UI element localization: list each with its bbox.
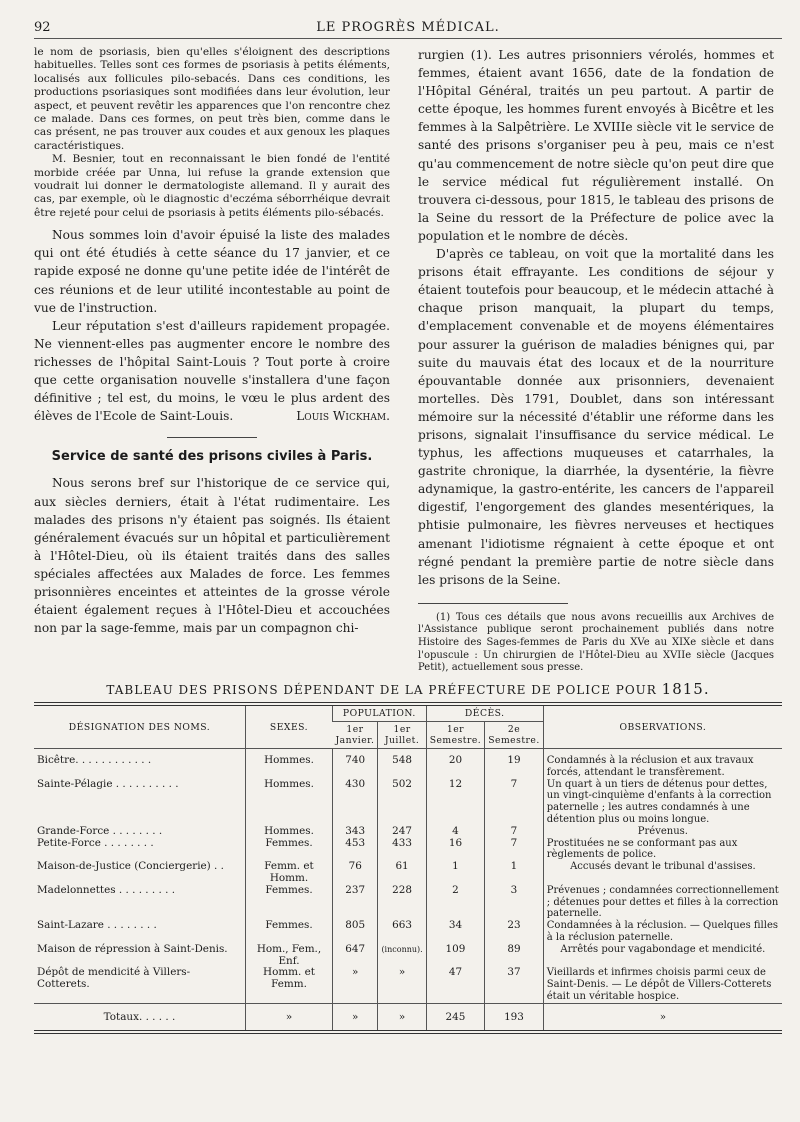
footnote-divider [418, 603, 568, 604]
table-row [34, 967, 782, 1003]
pop-jan-cell: 76 [333, 861, 378, 885]
observation-cell: » [543, 1003, 782, 1031]
observation-cell: Condamnés à la réclusion et aux travaux forcés, attendant le transfèrement. [543, 755, 782, 779]
table-row [34, 920, 782, 944]
paragraph: rurgien (1). Les autres prisonniers vérolés, hommes et femmes, étaient avant 1656, date de la fondation de l'Hôpital Général, traités un peu partout. A partir de cette époque, les hommes furent envoyés à Bicêtre et les femmes à la Salpêtrière. Le XVIIIe siècle vit le service de santé des prisons s'organiser peu à peu, mais ce n'est qu'au commencement de notre siècle qu'on peut dire que le service médical fut régulièrement installé. On trouvera ci-dessous, pour 1815, le tableau des prisons de la Seine du ressort de la Préfecture de police avec la population et le nombre de décès. [418, 48, 774, 243]
sexes-cell: Hommes. [246, 826, 333, 838]
dec-s2-cell: 19 [485, 755, 544, 779]
paragraph: D'après ce tableau, on voit que la mortalité dans les prisons était effrayante. Les conditions de séjour y étaient toutefois pour beaucoup, et le médecin attaché à chaque prison manquait, la plupart du temps, d'emplacement convenable et de moyens élémentaires pour assurer la guérison de maladies bénignes qui, par suite du mauvais état des locaux et de la nourriture épouvantable donnée aux prisonniers, devenaient mortelles. Dès 1791, Doublet, dans son intéressant mémoire sur la nécessité d'établir une réforme dans les prisons, signalait l'insuffisance du service médical. Le typhus, les affections muqueuses et catarrhales, la gastrite chronique, la diarrhée, la dysentérie, la fièvre adynamique, la gastro-entérite, les cancers de l'appareil digestif, l'engorgement des glandes mesentériques, la phtisie pulmonaire, les fièvres nerveuses et hectiques amenant l'idiotisme régnaient à cette époque et ont régné pendant la première partie de notre siècle dans les prisons de la Seine. [418, 247, 774, 587]
left-column [34, 46, 390, 637]
dec-s2-cell: 37 [485, 967, 544, 1003]
table-row [34, 861, 782, 885]
page-header [34, 20, 782, 39]
col-pop-jul: 1er Juillet. [378, 722, 426, 749]
dec-s2-cell: 1 [485, 861, 544, 885]
prisons-table [34, 702, 782, 1034]
table-row [34, 779, 782, 826]
right-column [418, 46, 774, 675]
paragraph: le nom de psoriasis, bien qu'elles s'éloignent des descriptions habituelles. Telles sont ces formes de psoriasis à petits éléments, localisés aux follicules pilo-sebacés. Dans ces conditions, les productions psoriasiques sont modifiées dans leur évolution, leur aspect, et peuvent revêtir les apparences que l'on rencontre chez ce malade. Dans ces formes, on peut très bien, comme dans le cas présent, ne pas trouver aux coudes et aux genoux les plaques caractéristiques. [34, 46, 390, 152]
dec-s1-cell: 4 [426, 826, 485, 838]
observation-cell: Prévenus. [543, 826, 782, 838]
totals-label: Totaux. . . . . . [34, 1003, 246, 1031]
table-row [34, 826, 782, 838]
footnote: (1) Tous ces détails que nous avons recueillis aux Archives de l'Assistance publique seront prochainement publiés dans notre Histoire des Sages-femmes de Paris du XVe au XIXe siècle et dans l'opuscule : Un chirurgien de l'Hôtel-Dieu au XVIIe siècle (Jacques Petit), actuellement sous presse. [418, 611, 774, 674]
col-sexes: SEXES. [246, 704, 333, 749]
sexes-cell: Femmes. [246, 885, 333, 920]
prison-name: Madelonnettes . . . . . . . . . [37, 883, 176, 896]
table-year: 1815. [661, 680, 710, 698]
sexes-cell: Hommes. [246, 755, 333, 779]
sexes-cell: Homm. et Femm. [246, 967, 333, 1003]
dec-s2-cell: 23 [485, 920, 544, 944]
prison-name: Grande-Force . . . . . . . . [37, 824, 163, 837]
dec-s1-cell: 109 [426, 944, 485, 968]
pop-jan-cell: 647 [333, 944, 378, 968]
paragraph: Nous serons bref sur l'historique de ce service qui, aux siècles derniers, était à l'état rudimentaire. Les malades des prisons n'y étaient pas soignés. Ils étaient généralement évacués sur un hôpital et particulièrement à l'Hôtel-Dieu, où ils étaient traités dans des salles spéciales affectées aux Malades de force. Les femmes prisonnières enceintes et atteintes de la grosse vérole étaient également reçues à l'Hôtel-Dieu et accouchées non par la sage-femme, mais par un compagnon chi- [34, 476, 390, 636]
observation-cell: Prostituées ne se conformant pas aux règlements de police. [543, 838, 782, 862]
dec-s1-cell: 20 [426, 755, 485, 779]
section-title: Service de santé des prisons civiles à Paris. [51, 449, 373, 465]
dec-s1-cell: 16 [426, 838, 485, 862]
sexes-cell: Femmes. [246, 838, 333, 862]
sexes-cell: » [246, 1003, 333, 1031]
pop-jul-cell: 663 [378, 920, 426, 944]
table-title: TABLEAU DES PRISONS DÉPENDANT DE LA PRÉFECTURE DE POLICE POUR 1815. [106, 680, 710, 698]
pop-jan-cell: 740 [333, 755, 378, 779]
dec-s2-cell: 7 [485, 826, 544, 838]
prison-name: Saint-Lazare . . . . . . . . [37, 919, 157, 932]
observation-cell: Prévenues ; condamnées correctionnellement ; détenues pour dettes et filles à la correction paternelle. [543, 885, 782, 920]
col-pop-jan: 1er Janvier. [333, 722, 378, 749]
dec-s2-cell: 89 [485, 944, 544, 968]
observation-cell: Vieillards et infirmes choisis parmi ceux de Saint-Denis. — Le dépôt de Villers-Cotterets était un véritable hospice. [543, 967, 782, 1003]
table-row [34, 885, 782, 920]
dec-s1-cell: 47 [426, 967, 485, 1003]
divider [167, 437, 257, 438]
col-observations: OBSERVATIONS. [543, 704, 782, 749]
pop-jul-cell: 433 [378, 838, 426, 862]
pop-jan-cell: » [333, 1003, 378, 1031]
dec-s1-total: 245 [426, 1003, 485, 1031]
pop-jul-cell: (inconnu). [378, 944, 426, 968]
observation-cell: Arrêtés pour vagabondage et mendicité. [543, 944, 782, 968]
table-row [34, 838, 782, 862]
observation-cell: Accusés devant le tribunal d'assises. [543, 861, 782, 885]
journal-title: LE PROGRÈS MÉDICAL. [316, 20, 500, 35]
pop-jan-cell: 343 [333, 826, 378, 838]
prison-name: Dépôt de mendicité à Villers-Cotterets. [37, 966, 191, 991]
dec-s1-cell: 12 [426, 779, 485, 826]
col-designation: DÉSIGNATION DES NOMS. [34, 704, 246, 749]
dec-s2-total: 193 [485, 1003, 544, 1031]
prison-name: Bicêtre. . . . . . . . . . . . [37, 754, 152, 766]
pop-jul-cell: 548 [378, 755, 426, 779]
pop-jan-cell: 237 [333, 885, 378, 920]
col-dec-s2: 2e Semestre. [485, 722, 544, 749]
totals-row [34, 1003, 782, 1031]
prison-name: Maison-de-Justice (Conciergerie) . . [37, 860, 224, 873]
observation-cell: Condamnées à la réclusion. — Quelques filles à la réclusion paternelle. [543, 920, 782, 944]
pop-jul-cell: » [378, 967, 426, 1003]
dec-s2-cell: 7 [485, 779, 544, 826]
dec-s1-cell: 1 [426, 861, 485, 885]
sexes-cell: Femmes. [246, 920, 333, 944]
pop-jul-cell: 502 [378, 779, 426, 826]
pop-jul-cell: » [378, 1003, 426, 1031]
table-row [34, 944, 782, 968]
page-number: 92 [34, 20, 51, 35]
paragraph: Nous sommes loin d'avoir épuisé la liste des malades qui ont été étudiés à cette séance du 17 janvier, et ce rapide exposé ne donne qu'une petite idée de l'intérêt de ces réunions et de leur utilité incontestable au point de vue de l'instruction. [34, 228, 390, 315]
prison-name: Maison de répression à Saint-Denis. [37, 942, 228, 955]
table-row [34, 755, 782, 779]
observation-cell: Un quart à un tiers de détenus pour dettes, un vingt-cinquième d'enfants à la correction paternelle ; les autres condamnés à une détention plus ou moins longue. [543, 779, 782, 826]
sexes-cell: Hommes. [246, 779, 333, 826]
sexes-cell: Femm. et Homm. [246, 861, 333, 885]
sexes-cell: Hom., Fem., Enf. [246, 944, 333, 968]
col-deces: DÉCÈS. [426, 704, 543, 722]
pop-jul-cell: 247 [378, 826, 426, 838]
pop-jul-cell: 228 [378, 885, 426, 920]
pop-jan-cell: 805 [333, 920, 378, 944]
paragraph: Leur réputation s'est d'ailleurs rapidement propagée. Ne viennent-elles pas augmenter encore le nombre des richesses de l'hôpital Saint-Louis ? Tout porte à croire que cette organisation nouvelle s'installera d'une façon définitive ; tel est, du moins, le vœu le plus ardent des élèves de l'Ecole de Saint-Louis. Louis Wickham. [34, 317, 390, 426]
dec-s1-cell: 34 [426, 920, 485, 944]
col-dec-s1: 1er Semestre. [426, 722, 485, 749]
pop-jan-cell: 430 [333, 779, 378, 826]
pop-jan-cell: 453 [333, 838, 378, 862]
signature: Louis Wickham. [296, 409, 390, 424]
pop-jan-cell: » [333, 967, 378, 1003]
col-population: POPULATION. [333, 704, 427, 722]
prison-name: Sainte-Pélagie . . . . . . . . . . [37, 777, 179, 790]
dec-s2-cell: 7 [485, 838, 544, 862]
paragraph: M. Besnier, tout en reconnaissant le bien fondé de l'entité morbide créée par Unna, lui refuse la grande extension que voudrait lui donner le dermatologiste allemand. Il y aurait des cas, par exemple, où le diagnostic d'eczéma séborrhéique devrait être rejeté pour celui de psoriasis à petits éléments pilo-sébacés. [34, 153, 390, 219]
prison-name: Petite-Force . . . . . . . . [37, 836, 154, 849]
dec-s1-cell: 2 [426, 885, 485, 920]
dec-s2-cell: 3 [485, 885, 544, 920]
pop-jul-cell: 61 [378, 861, 426, 885]
